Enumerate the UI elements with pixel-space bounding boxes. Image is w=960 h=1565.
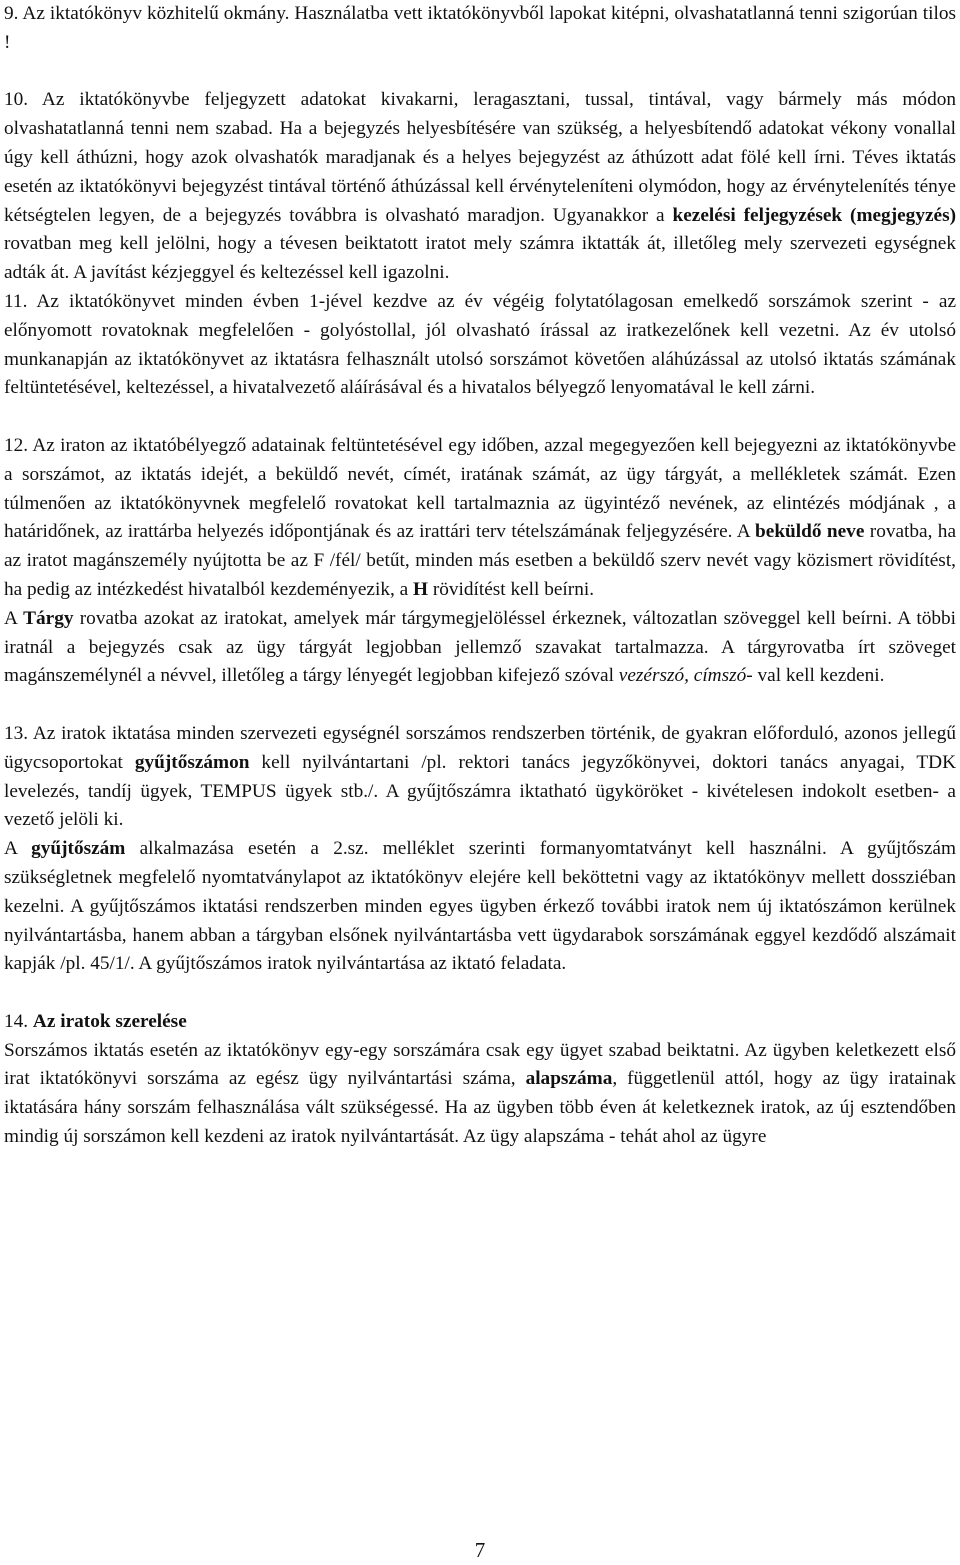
paragraph-10-text-c: rovatban meg kell jelölni, hogy a tévesen beiktatott iratot mely számra iktatták át, illetőleg mely szervezeti egységnek adták át. A javítást kézjeggyel és keltezéssel kell igazolni.	[4, 233, 956, 284]
paragraph-13-text-c: kell nyilvántartani /pl. rektori tanács jegyzőkönyvei, doktori tanács anyagai, TDK levelezés, tandíj ügyek, TEMPUS ügyek stb./. A gyűjtőszámra iktatható ügyköröket - kivételesen indokolt esetben- a vezető jelöli ki.	[4, 751, 957, 831]
spacer	[4, 691, 956, 720]
paragraph-12-text-c: rovatba, ha az iratot magánszemély nyújtotta be az F /fél/ betűt, minden más esetben a beküldő szerv nevét vagy közismert rövidítést, ha pedig az intézkedést hivatalból kezdeményezik, a	[4, 521, 957, 600]
paragraph-12b-bold-targy: Tárgy	[23, 607, 74, 629]
paragraph-12	[4, 432, 956, 605]
paragraph-12-text-e: rövidítést kell beírni.	[428, 578, 595, 600]
paragraph-14-text-c: , függetlenül attól, hogy az ügy iratainak iktatására hány sorszám felhasználása vált szükségessé. Ha az ügyben több éven át keletkeznek iratok, az új esztendőben mindig új sorszámon kell kezdeni az iratok nyilvántartását. Az ügy alapszáma - tehát ahol az ügyre	[4, 1068, 956, 1148]
paragraph-10-bold-term: kezelési feljegyzések (megjegyzés)	[672, 204, 956, 226]
section-heading: Az iratok szerelése	[32, 1010, 187, 1032]
paragraph-10-text-a: 10. Az iktatókönyvbe feljegyzett adatokat kivakarni, leragasztani, tussal, tintával, vagy bármely más módon olvashatatlanná tenni nem szabad. Ha a bejegyzés helyesbítésére van szükség, a helyesbítendő adatokat vékony vonallal úgy kell áthúzni, hogy azok olvashatók maradjanak és a helyes bejegyzést az áthúzott adat fölé kell írni. Téves iktatás esetén az iktatókönyvi bejegyzést tintával történő áthúzással kell érvényteleníteni olymódon, hogy az érvénytelenítés ténye kétségtelen legyen, de a bejegyzés továbbra is olvasható maradjon. Ugyanakkor a	[4, 89, 956, 226]
paragraph-13b-text-c: alkalmazása esetén a 2.sz. melléklet szerinti formanyomtatványt kell használni. A gyűjtőszám szükségletnek megfelelő nyomtatványlapot az iktatókönyv elejére kell beköttetni vagy az iktatókönyv mellett dossziéban kezelni. A gyűjtőszámos iktatási rendszerben minden egyes ügyben érkező további iratok nem új iktatószámon kerülnek nyilvántartásba, hanem abban a tárgyban elsőnek nyilvántartásba vett ügydarabok sorszámának eggyel kezdődő alszámait kapják /pl. 45/1/. A gyűjtőszámos iratok nyilvántartása az iktató feladata.	[4, 838, 956, 975]
paragraph-13-text-a: 13. Az iratok iktatása minden szervezeti egységnél sorszámos rendszerben történik, de gyakran előforduló, azonos jellegű ügycsoportokat	[4, 722, 956, 773]
paragraph-12-bold-sender: beküldő neve	[755, 521, 865, 543]
paragraph-13b-text-a: A	[4, 838, 32, 860]
paragraph-13-form	[4, 835, 956, 979]
page-number: 7	[474, 1538, 486, 1562]
paragraph-14-heading	[4, 1008, 956, 1037]
paragraph-13b-bold-gyujtoszam: gyűjtőszám	[31, 838, 126, 860]
paragraph-9: 9. Az iktatókönyv közhitelű okmány. Használatba vett iktatókönyvből lapokat kitépni, olvashatatlanná tenni szigorúan tilos !	[4, 3, 956, 53]
paragraph-12b-text-a: A	[4, 607, 24, 629]
document-page	[4, 0, 956, 1152]
paragraph-14-text-a: Sorszámos iktatás esetén az iktatókönyv egy-egy sorszámára csak egy ügyet szabad beiktatni. Az ügyben keletkezett első irat iktatókönyvi sorszáma az egész ügy nyilvántartási száma,	[4, 1039, 956, 1090]
paragraph-12b-italic-keyword: vezérszó, címszó	[618, 665, 747, 687]
paragraph-12b-text-c: rovatba azokat az iratokat, amelyek már tárgymegjelöléssel érkeznek, változatlan szöveggel kell beírni. A többi iratnál a bejegyzés csak az ügy tárgyát legjobban jellemző szavakat tartalmazza. A tárgyrovatba írt szöveget magánszemélynél a névvel, illetőleg a tárgy lényegét legjobban kifejező szóval	[4, 607, 956, 687]
spacer	[4, 979, 956, 1008]
paragraph-12-bold-h: H	[413, 578, 429, 600]
spacer	[4, 403, 956, 432]
paragraph-11: 11. Az iktatókönyvet minden évben 1-jével kezdve az év végéig folytatólagosan emelkedő sorszámok szerint - az előnyomott rovatoknak megfelelően - golyóstollal, jól olvasható írással az iratkezelőnek kell vezetni. Az év utolsó munkanapján az iktatókönyvet az iktatásra felhasznált utolsó sorszámot követően aláhúzással az utolsó iktatás számának feltüntetésével, keltezéssel, a hivatalvezető aláírásával és a hivatalos bélyegző lenyomatával le kell zárni.	[4, 290, 956, 399]
paragraph-13-bold-gyujtoszam: gyűjtőszámon	[134, 751, 250, 773]
paragraph-10	[4, 86, 956, 288]
section-number: 14.	[4, 1010, 33, 1032]
paragraph-12b-text-e: - val kell kezdeni.	[746, 665, 885, 687]
paragraph-12-subject	[4, 605, 956, 691]
paragraph-13	[4, 720, 956, 835]
paragraph-14	[4, 1037, 956, 1152]
paragraph-12-text-a: 12. Az iraton az iktatóbélyegző adatainak feltüntetésével egy időben, azzal megegyezően kell bejegyezni az iktatókönyvbe a sorszámot, az iktatás idejét, a beküldő nevét, címét, iratának számát, az ügy tárgyát, a mellékletek számát. Ezen túlmenően az iktatókönyvnek megfelelő rovatokat kell tartalmaznia az ügyintéző nevének, az elintézés módjának , a határidőnek, az irattárba helyezés időpontjának és az irattári terv tételszámának feljegyzésére. A	[4, 434, 956, 543]
paragraph-14-bold-alapszama: alapszáma	[525, 1068, 613, 1090]
spacer	[4, 58, 956, 87]
